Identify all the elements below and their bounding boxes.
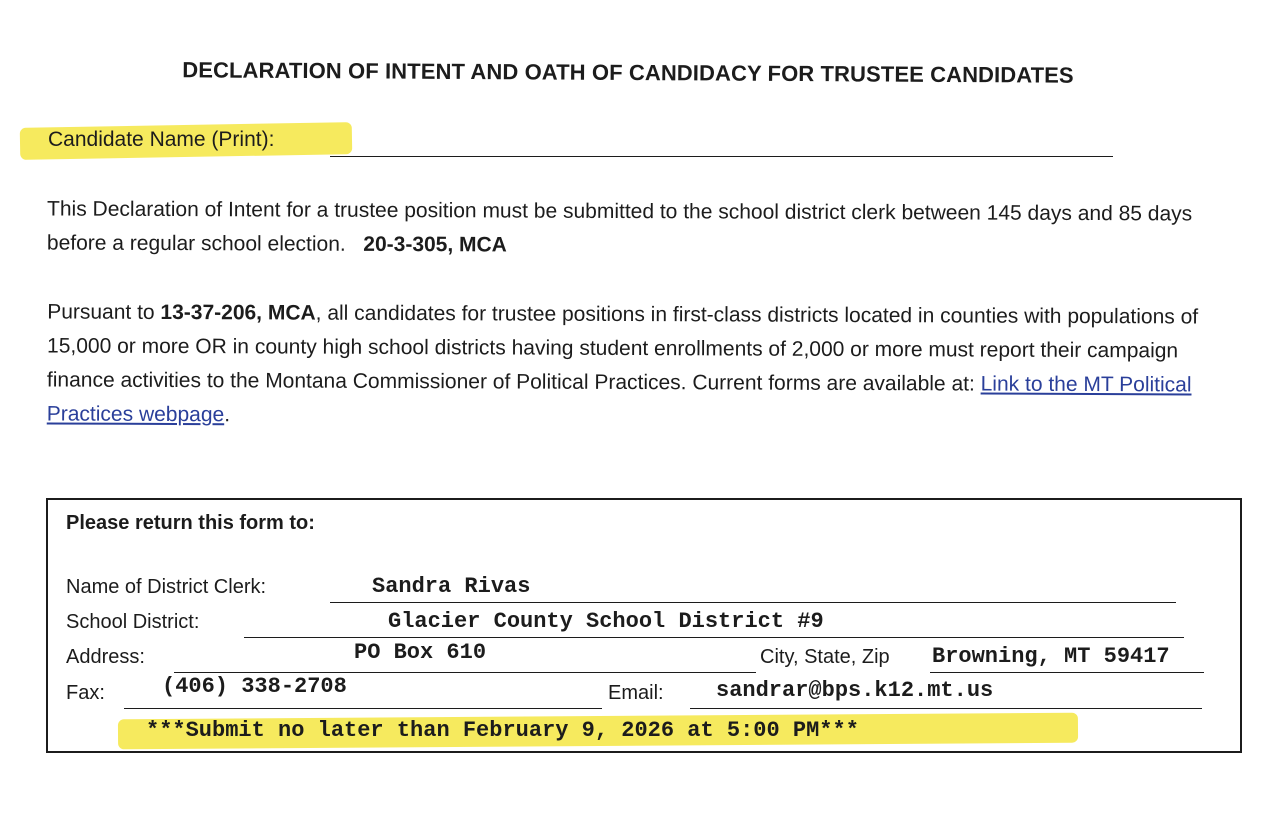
submission-window-paragraph (47, 192, 1207, 265)
paragraph2-prefix: Pursuant to (47, 300, 161, 324)
document-title: DECLARATION OF INTENT AND OATH OF CANDIDACY FOR TRUSTEE CANDIDATES (182, 57, 1074, 88)
return-box-heading: Please return this form to: (66, 512, 315, 534)
fax-value[interactable]: (406) 338-2708 (162, 674, 347, 699)
clerk-label: Name of District Clerk: (66, 576, 267, 598)
fax-field-line (124, 708, 602, 709)
paragraph1-citation: 20-3-305, MCA (363, 232, 507, 257)
fax-email-row (66, 674, 1226, 708)
candidate-name-row (20, 120, 1120, 160)
address-label: Address: (66, 646, 145, 668)
fax-label: Fax: (66, 682, 105, 704)
district-label: School District: (66, 611, 200, 633)
district-value[interactable]: Glacier County School District #9 (388, 609, 824, 634)
city-state-zip-label: City, State, Zip (760, 646, 890, 668)
return-form-box (46, 498, 1242, 753)
city-field-line (930, 672, 1204, 673)
email-field-line (690, 708, 1202, 709)
clerk-row (66, 568, 1226, 602)
email-label: Email: (608, 682, 664, 704)
clerk-value[interactable]: Sandra Rivas (372, 574, 531, 599)
candidate-name-field[interactable] (330, 156, 1113, 157)
email-value[interactable]: sandrar@bps.k12.mt.us (716, 678, 994, 703)
campaign-finance-paragraph (47, 295, 1218, 436)
paragraph2-suffix: . (224, 403, 231, 427)
deadline-text: ***Submit no later than February 9, 2026 at 5:00 PM*** (146, 718, 859, 743)
paragraph2-text: , all candidates for trustee positions in first-class districts located in counties with populations of 15,000 or more OR in county high school districts having student enrollments of 2,000 or more must report their campaign finance activities to the Montana Commissioner of Political Practices. Current forms are available at: (46, 301, 1199, 396)
district-row (66, 603, 1226, 637)
paragraph2-citation: 13-37-206, MCA (160, 300, 316, 325)
paragraph1-text: This Declaration of Intent for a trustee position must be submitted to the school district clerk between 145 days and 85 days before a regular school election. (46, 197, 1193, 256)
address-value[interactable]: PO Box 610 (354, 640, 487, 665)
address-row (66, 638, 1226, 672)
city-state-zip-value[interactable]: Browning, MT 59417 (932, 644, 1170, 669)
candidate-name-label: Candidate Name (Print): (48, 128, 275, 151)
mt-political-practices-link[interactable]: Link to the MT Political Practices webpage (46, 372, 1192, 427)
address-field-line (174, 672, 756, 673)
deadline-notice (118, 712, 1078, 748)
